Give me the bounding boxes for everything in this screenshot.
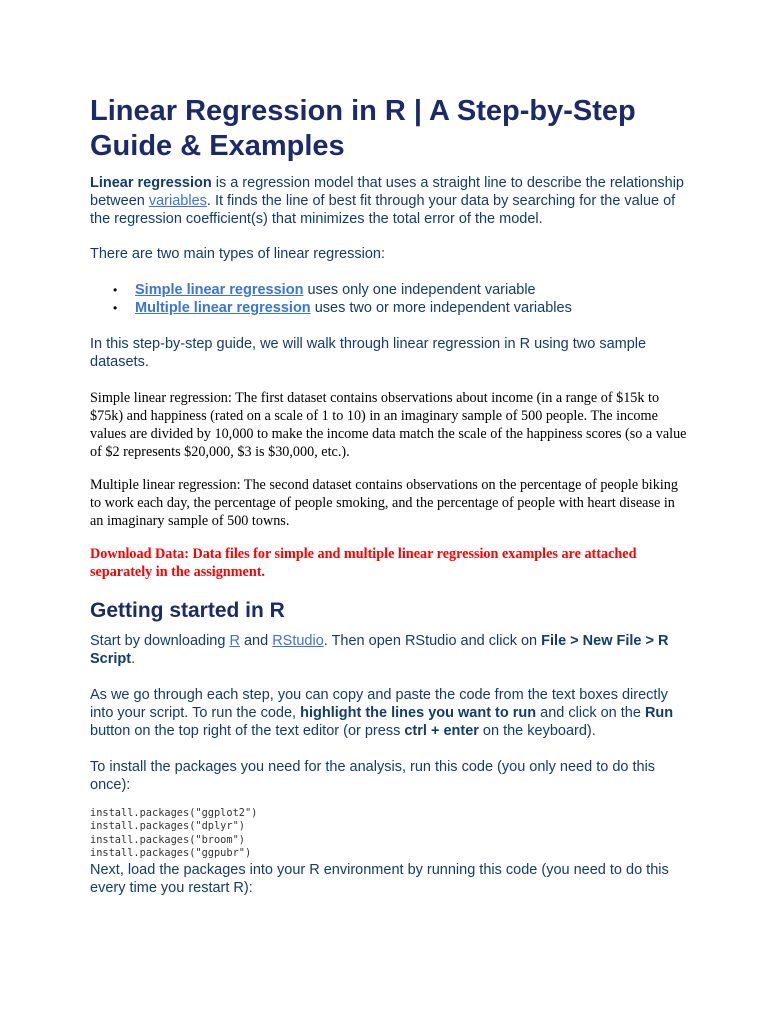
variables-link[interactable]: variables	[148, 193, 207, 209]
intro-paragraph	[90, 174, 690, 228]
list-item-text: uses only one independent variable	[303, 282, 536, 298]
bullet-icon: •	[113, 301, 118, 315]
page-title: Linear Regression in R | A Step-by-Step Guide & Examples	[90, 95, 636, 162]
simple-linear-regression-link[interactable]: Simple linear regression	[135, 282, 304, 298]
code-line: install.packages("dplyr")	[90, 820, 245, 833]
intro-text-1: is a regression model that uses a straight line to describe the relationship between	[90, 175, 684, 209]
steps-text-2: and click on the	[536, 705, 645, 721]
list-item-text: uses two or more independent variables	[310, 300, 572, 316]
rstudio-link[interactable]: RStudio	[272, 633, 324, 649]
start-text-2: and	[239, 633, 273, 649]
start-text-4: .	[131, 651, 136, 667]
guide-intro: In this step-by-step guide, we will walk through linear regression in R using two sample datasets.	[90, 336, 647, 370]
intro-bold-term: Linear regression	[90, 175, 212, 191]
section-heading: Getting started in R	[90, 599, 285, 622]
start-paragraph	[90, 632, 690, 668]
menu-path: File > New File > R Script	[90, 633, 669, 667]
start-text-3: . Then open RStudio and click on	[323, 633, 542, 649]
start-text-1: Start by downloading	[90, 633, 230, 649]
steps-bold-shortcut: ctrl + enter	[404, 723, 479, 739]
steps-paragraph	[90, 686, 690, 740]
multiple-linear-regression-link[interactable]: Multiple linear regression	[135, 300, 311, 316]
download-note: Download Data: Data files for simple and multiple linear regression examples are attached separately in the assignment.	[90, 546, 637, 580]
steps-text-1: As we go through each step, you can copy and paste the code from the text boxes directly into your script. To run the code,	[90, 687, 668, 721]
list-item	[90, 281, 690, 299]
steps-text-3: button on the top right of the text editor (or press	[90, 723, 405, 739]
dataset-simple-paragraph: Simple linear regression: The first dataset contains observations about income (in a range of $15k to $75k) and happiness (rated on a scale of 1 to 10) in an imaginary sample of 500 people. The income values are divided by 10,000 to make the income data match the scale of the happiness scores (so a value of $2 represents $20,000, $3 is $30,000, etc.).	[90, 390, 687, 460]
code-line: install.packages("ggplot2")	[90, 807, 258, 819]
document-page	[90, 94, 690, 897]
types-list	[90, 281, 690, 317]
bullet-icon: •	[113, 283, 118, 297]
load-intro: Next, load the packages into your R environment by running this code (you need to do this every time you restart R):	[90, 861, 669, 896]
intro-text-2: . It finds the line of best fit through your data by searching for the value of the regression coefficient(s) that minimizes the total error of the model.	[90, 193, 676, 227]
r-link[interactable]: R	[229, 633, 240, 649]
steps-text-4: on the keyboard).	[478, 723, 596, 739]
steps-bold-run: Run	[644, 705, 674, 721]
code-line: install.packages("broom")	[90, 833, 245, 846]
dataset-multiple-paragraph: Multiple linear regression: The second dataset contains observations on the percentage of people biking to work each day, the percentage of people smoking, and the percentage of people with heart disease in an imaginary sample of 500 towns.	[90, 477, 678, 529]
code-line: install.packages("ggpubr")	[90, 847, 252, 860]
install-intro: To install the packages you need for the analysis, run this code (you only need to do this once):	[90, 759, 656, 793]
types-intro: There are two main types of linear regression:	[90, 246, 385, 262]
code-block	[90, 807, 690, 861]
list-item	[90, 299, 690, 317]
steps-bold-1: highlight the lines you want to run	[300, 705, 537, 721]
